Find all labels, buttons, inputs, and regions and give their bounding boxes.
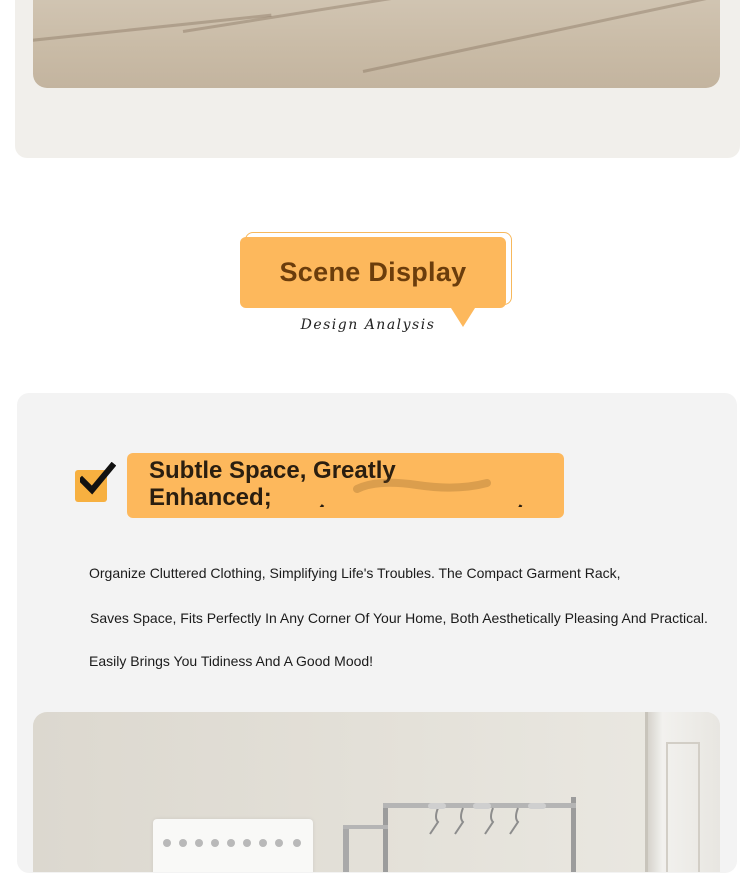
badge-pointer — [451, 308, 475, 327]
peg-hole — [259, 839, 267, 847]
feature-heading-pill — [127, 453, 564, 518]
floor-board-line — [33, 0, 509, 3]
ghost-calligraphy-decoration — [317, 467, 517, 507]
floor-board-line — [33, 14, 272, 48]
peg-hole — [163, 839, 171, 847]
description-line-1: Organize Cluttered Clothing, Simplifying Life's Troubles. The Compact Garment Rack, — [89, 565, 621, 581]
feature-title-line-1: Subtle Space, Greatly — [149, 457, 396, 484]
room-scene-photo — [33, 712, 720, 872]
peg-hole — [211, 839, 219, 847]
floor-board-line — [363, 0, 720, 73]
description-line-2: Saves Space, Fits Perfectly In Any Corner Of Your Home, Both Aesthetically Pleasing And Practical. — [90, 610, 708, 626]
scene-display-badge — [240, 233, 512, 343]
pegboard — [153, 819, 313, 872]
peg-hole — [227, 839, 235, 847]
peg-hole — [179, 839, 187, 847]
peg-hole — [275, 839, 283, 847]
feature-title-line-2: Enhanced; — [149, 484, 272, 511]
floor-photo — [33, 0, 720, 88]
door-frame — [645, 712, 720, 872]
section-title: Scene Display — [279, 257, 467, 287]
peg-hole — [243, 839, 251, 847]
brush-stroke-decoration — [317, 467, 547, 507]
badge-body — [240, 237, 506, 308]
section-subtitle: Design Analysis — [300, 317, 436, 333]
description-line-3: Easily Brings You Tidiness And A Good Mood! — [89, 653, 374, 669]
peg-hole — [293, 839, 301, 847]
peg-hole — [195, 839, 203, 847]
garment-rack — [343, 797, 583, 872]
checkmark-icon — [80, 462, 116, 496]
